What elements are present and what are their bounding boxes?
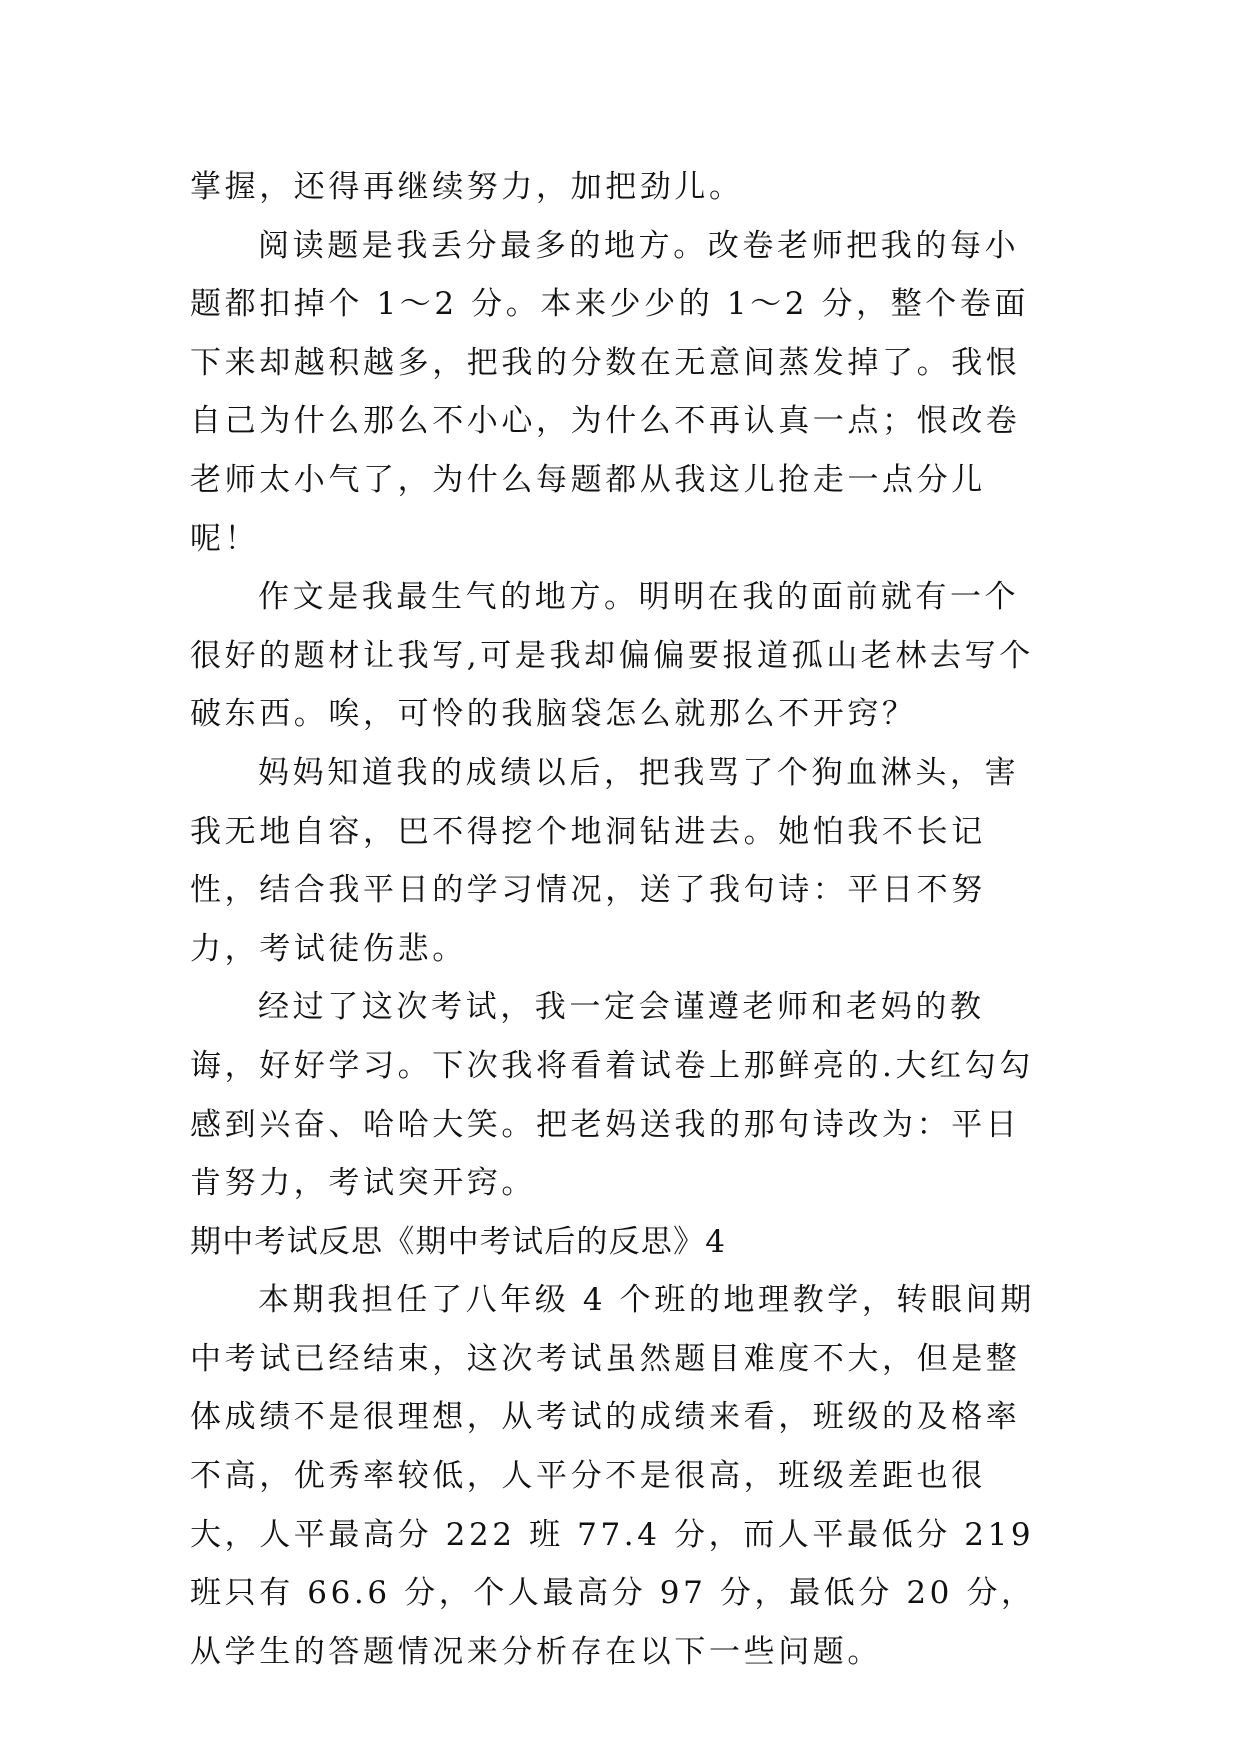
paragraph-continuation: 掌握，还得再继续努力，加把劲儿。 [190, 169, 744, 205]
paragraph-mother: 妈妈知道我的成绩以后，把我骂了个狗血淋头，害我无地自容，巴不得挖个地洞钻进去。她怕我不长记性，结合我平日的学习情况，送了我句诗：平日不努力，考试徒伤悲。 [190, 754, 1020, 967]
paragraph-essay: 作文是我最生气的地方。明明在我的面前就有一个很好的题材让我写,可是我却偏偏要报道孤山老林去写个破东西。唉，可怜的我脑袋怎么就那么不开窍？ [190, 579, 1034, 733]
paragraph-reading: 阅读题是我丢分最多的地方。改卷老师把我的每小题都扣掉个 1～2 分。本来少少的 1～2 分，整个卷面下来却越积越多，把我的分数在无意间蒸发掉了。我恨自己为什么那么不小心，为什么不再认真一点；恨改卷老师太小气了，为什么每题都从我这儿抢走一点分儿呢！ [190, 227, 1030, 557]
section-title: 期中考试反思《期中考试后的反思》4 [190, 1223, 727, 1260]
paragraph-section-4: 本期我担任了八年级 4 个班的地理教学，转眼间期中考试已经结束，这次考试虽然题目难度不大，但是整体成绩不是很理想，从考试的成绩来看，班级的及格率不高，优秀率较低，人平分不是很高，班级差距也很大，人平最高分 222 班 77.4 分，而人平最低分 219 班只有 66.6 分，个人最高分 97 分，最低分 20 分，从学生的答题情况来分析存在以下一些问题。 [190, 1282, 1048, 1670]
paragraph-resolution: 经过了这次考试，我一定会谨遵老师和老妈的教诲，好好学习。下次我将看着试卷上那鲜亮的.大红勾勾感到兴奋、哈哈大笑。把老妈送我的那句诗改为：平日肯努力，考试突开窍。 [190, 989, 1034, 1202]
document-body [190, 158, 1050, 1681]
